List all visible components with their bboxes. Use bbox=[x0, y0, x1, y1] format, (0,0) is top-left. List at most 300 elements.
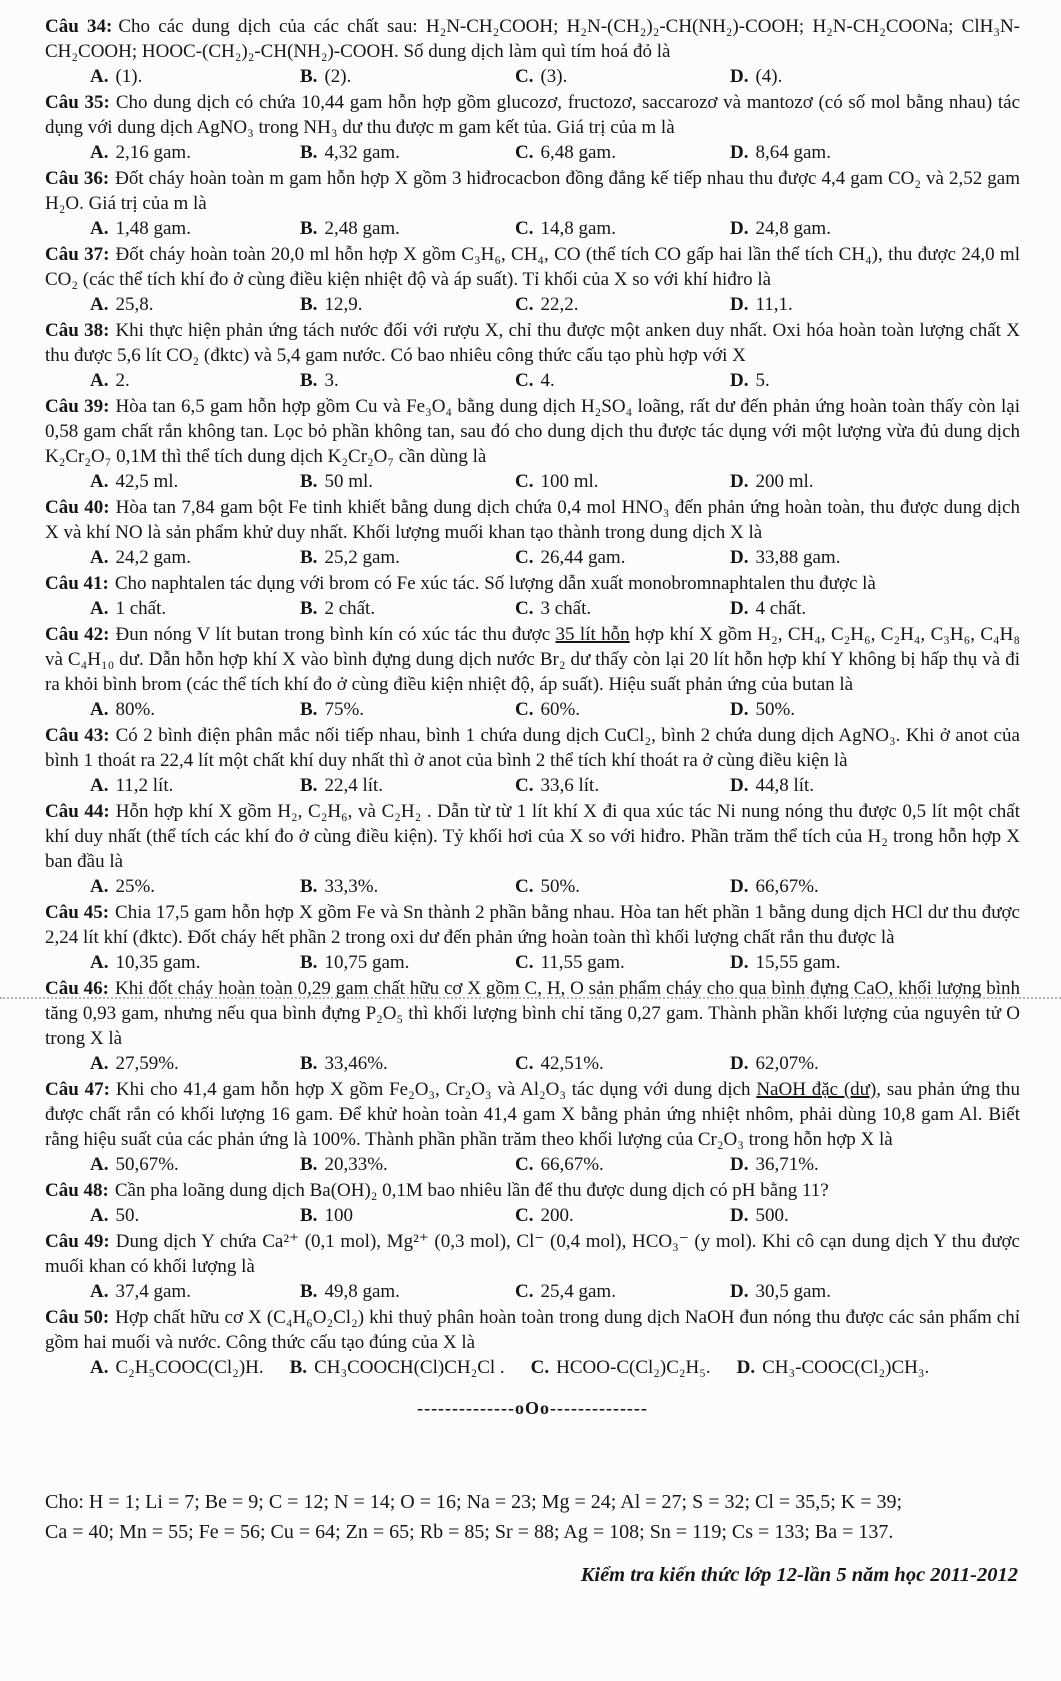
option-text: 30,5 gam. bbox=[755, 1281, 831, 1302]
option-text: CH₃COOCH(Cl)CH₂Cl . bbox=[314, 1357, 505, 1378]
question-text: , sau phản ứng thu được chất rắn có khối lượng 16 gam. Để khử hoàn toàn 41,4 gam X bằng phản ứng nhiệt nhôm, phải dùng 10,8 gam Al. Biết rằng hiệu suất của các phản ứng là 100%. Thành phần phần trăm theo khối lượng của Cr₂O₃ trong hỗn hợp X là bbox=[45, 1079, 1020, 1150]
question-text: Hòa tan 7,84 gam bột Fe tinh khiết bằng dung dịch chứa 0,4 mol HNO₃ đến phản ứng hoàn toàn, thu được dung dịch X và khí NO là sản phẩm khử duy nhất. Khối lượng muối khan tạo thành trong dung dịch X là bbox=[45, 497, 1020, 543]
option-text: 22,4 lít. bbox=[324, 775, 384, 796]
option-letter: A. bbox=[90, 218, 109, 239]
option-letter: A. bbox=[90, 952, 109, 973]
option-text: 42,51%. bbox=[540, 1053, 604, 1074]
question-38 bbox=[45, 318, 1020, 393]
option-letter: A. bbox=[90, 1205, 109, 1226]
option-letter: C. bbox=[515, 294, 534, 315]
option-letter: B. bbox=[300, 66, 318, 87]
option-letter: C. bbox=[515, 775, 534, 796]
question-46 bbox=[45, 976, 1020, 1076]
option-text: 25,2 gam. bbox=[324, 547, 400, 568]
option-text: 25,8. bbox=[115, 294, 154, 315]
option-letter: B. bbox=[300, 218, 318, 239]
option-c bbox=[515, 950, 730, 975]
question-paragraph bbox=[45, 495, 1020, 545]
option-d bbox=[730, 950, 1020, 975]
question-text: Cho dung dịch có chứa 10,44 gam hỗn hợp gồm glucozơ, fructozơ, saccarozơ và mantozơ (có số mol bằng nhau) tác dụng với dung dịch AgNO₃ trong NH₃ dư thu được m gam kết tủa. Giá trị của m là bbox=[45, 92, 1020, 138]
atomic-masses-block bbox=[45, 1487, 1020, 1547]
option-c bbox=[515, 1152, 730, 1177]
option-c bbox=[515, 697, 730, 722]
option-text: 4,32 gam. bbox=[324, 142, 400, 163]
option-letter: D. bbox=[730, 1205, 749, 1226]
option-letter: A. bbox=[90, 1053, 109, 1074]
options-row bbox=[45, 368, 1020, 393]
options-row bbox=[45, 1279, 1020, 1304]
question-text: Hòa tan 6,5 gam hỗn hợp gồm Cu và Fe₃O₄ bằng dung dịch H₂SO₄ loãng, rất dư đến phản ứng hoàn toàn thấy còn lại 0,58 gam chất rắn không tan. Lọc bỏ phần không tan, sau đó cho dung dịch thu được tác dụng với một lượng vừa đủ dung dịch K₂Cr₂O₇ 0,1M thì thể tích dung dịch K₂Cr₂O₇ cần dùng là bbox=[45, 396, 1020, 467]
option-letter: B. bbox=[300, 142, 318, 163]
option-letter: B. bbox=[300, 294, 318, 315]
option-text: 2 chất. bbox=[324, 598, 376, 619]
option-a bbox=[90, 596, 300, 621]
option-text: (2). bbox=[324, 66, 352, 87]
question-39 bbox=[45, 394, 1020, 494]
option-text: 2,16 gam. bbox=[115, 142, 191, 163]
option-letter: A. bbox=[90, 294, 109, 315]
question-label: Câu 41: bbox=[45, 573, 109, 594]
option-d bbox=[730, 1203, 1020, 1228]
option-b bbox=[300, 545, 515, 570]
question-text: Đốt cháy hoàn toàn 20,0 ml hỗn hợp X gồm C₃H₆, CH₄, CO (thể tích CO gấp hai lần thể tích CH₄), thu được 24,0 ml CO₂ (các thể tích khí đo ở cùng điều kiện nhiệt độ và áp suất). Tỉ khối của X so với khí hiđro là bbox=[45, 244, 1020, 290]
question-label: Câu 37: bbox=[45, 244, 110, 265]
option-c bbox=[515, 773, 730, 798]
question-label: Câu 47: bbox=[45, 1079, 110, 1100]
question-36 bbox=[45, 166, 1020, 241]
option-text: 33,88 gam. bbox=[755, 547, 841, 568]
option-letter: D. bbox=[730, 294, 749, 315]
option-text: 14,8 gam. bbox=[540, 218, 616, 239]
question-label: Câu 42: bbox=[45, 624, 110, 645]
option-text: 50%. bbox=[540, 876, 581, 897]
option-letter: D. bbox=[730, 1281, 749, 1302]
option-text: 1 chất. bbox=[115, 598, 167, 619]
option-letter: B. bbox=[289, 1357, 308, 1378]
question-42 bbox=[45, 622, 1020, 722]
question-text: Cần pha loãng dung dịch Ba(OH)₂ 0,1M bao nhiêu lần để thu được dung dịch có pH bằng 11? bbox=[114, 1180, 829, 1201]
option-b bbox=[300, 64, 515, 89]
question-text-underlined: 35 lít hỗn bbox=[555, 624, 630, 645]
option-b bbox=[300, 697, 515, 722]
option-text: 15,55 gam. bbox=[755, 952, 841, 973]
option-letter: D. bbox=[736, 1357, 756, 1378]
options-row bbox=[45, 596, 1020, 621]
question-list bbox=[45, 14, 1020, 1380]
option-c bbox=[515, 1279, 730, 1304]
option-letter: A. bbox=[90, 66, 109, 87]
option-text: 6,48 gam. bbox=[540, 142, 616, 163]
question-paragraph bbox=[45, 1178, 1020, 1203]
option-text: C₂H₅COOC(Cl₂)H. bbox=[115, 1357, 264, 1378]
question-label: Câu 35: bbox=[45, 92, 110, 113]
option-text: 200 ml. bbox=[755, 471, 814, 492]
options-row bbox=[45, 216, 1020, 241]
option-letter: A. bbox=[90, 142, 109, 163]
question-text: hợp khí X gồm H₂, CH₄, C₂H₆, C₂H₄, C₃H₆, C₄H₈ và C₄H₁₀ dư. Dẫn hỗn hợp khí X vào bình đựng dung dịch nước Br₂ dư thấy còn lại 20 lít hỗn hợp khí Y không bị hấp thụ và đi ra khỏi bình brom (các thể tích khí đo ở cùng điều kiện nhiệt độ, áp suất). Hiệu suất phản ứng của butan là bbox=[45, 624, 1020, 695]
option-text: 62,07%. bbox=[755, 1053, 819, 1074]
option-b bbox=[300, 773, 515, 798]
question-label: Câu 49: bbox=[45, 1231, 110, 1252]
question-paragraph bbox=[45, 318, 1020, 368]
option-text: 36,71%. bbox=[755, 1154, 819, 1175]
option-letter: D. bbox=[730, 1154, 749, 1175]
option-c bbox=[515, 596, 730, 621]
option-letter: D. bbox=[730, 876, 749, 897]
option-text: (3). bbox=[540, 66, 568, 87]
option-text: 66,67%. bbox=[755, 876, 819, 897]
option-c bbox=[515, 469, 730, 494]
question-text: Hỗn hợp khí X gồm H₂, C₂H₆, và C₂H₂ . Dẫn từ từ 1 lít khí X đi qua xúc tác Ni nung nóng thu được 0,5 lít một chất khí duy nhất (thể tích các khí đo ở cùng điều kiện). Tỷ khối hơi của X so với hiđro. Phần trăm thể tích của H₂ trong hỗn hợp X ban đầu là bbox=[45, 801, 1021, 872]
question-paragraph bbox=[45, 723, 1020, 773]
question-41 bbox=[45, 571, 1020, 621]
option-c bbox=[515, 368, 730, 393]
option-letter: B. bbox=[300, 598, 318, 619]
question-text: Đốt cháy hoàn toàn m gam hỗn hợp X gồm 3 hiđrocacbon đồng đẳng kế tiếp nhau thu được 4,4 gam CO₂ và 2,52 gam H₂O. Giá trị của m là bbox=[45, 168, 1020, 214]
option-a bbox=[90, 1152, 300, 1177]
option-text: 11,55 gam. bbox=[540, 952, 625, 973]
option-letter: A. bbox=[90, 876, 109, 897]
option-letter: A. bbox=[90, 471, 109, 492]
option-text: 44,8 lít. bbox=[755, 775, 815, 796]
question-label: Câu 43: bbox=[45, 725, 110, 746]
option-c bbox=[515, 1203, 730, 1228]
option-a bbox=[90, 140, 300, 165]
option-text: 11,2 lít. bbox=[115, 775, 174, 796]
option-letter: A. bbox=[90, 547, 109, 568]
question-37 bbox=[45, 242, 1020, 317]
option-d bbox=[730, 1051, 1020, 1076]
option-text: 24,2 gam. bbox=[115, 547, 191, 568]
option-text: 100 bbox=[324, 1205, 353, 1226]
option-text: 25%. bbox=[115, 876, 156, 897]
option-letter: C. bbox=[515, 1281, 534, 1302]
option-text: 4. bbox=[540, 370, 555, 391]
question-40 bbox=[45, 495, 1020, 570]
option-letter: A. bbox=[90, 1281, 109, 1302]
option-a bbox=[90, 1203, 300, 1228]
option-letter: B. bbox=[300, 1154, 318, 1175]
option-text: 3 chất. bbox=[540, 598, 592, 619]
option-letter: C. bbox=[515, 1205, 534, 1226]
options-row bbox=[45, 874, 1020, 899]
option-letter: C. bbox=[515, 699, 534, 720]
option-d bbox=[730, 1152, 1020, 1177]
option-letter: D. bbox=[730, 699, 749, 720]
option-text: 100 ml. bbox=[540, 471, 599, 492]
option-d bbox=[730, 469, 1020, 494]
question-45 bbox=[45, 900, 1020, 975]
exam-footer-title: Kiểm tra kiến thức lớp 12-lần 5 năm học 2011-2012 bbox=[580, 1564, 1018, 1586]
option-letter: B. bbox=[300, 1281, 318, 1302]
option-text: 49,8 gam. bbox=[324, 1281, 400, 1302]
question-paragraph bbox=[45, 1077, 1020, 1152]
option-text: 27,59%. bbox=[115, 1053, 179, 1074]
options-row bbox=[45, 950, 1020, 975]
option-letter: D. bbox=[730, 66, 749, 87]
option-letter: C. bbox=[515, 547, 534, 568]
option-text: 50,67%. bbox=[115, 1154, 179, 1175]
option-c bbox=[515, 545, 730, 570]
question-label: Câu 39: bbox=[45, 396, 110, 417]
option-b bbox=[300, 216, 515, 241]
option-d bbox=[730, 1279, 1020, 1304]
option-text: 50 ml. bbox=[324, 471, 373, 492]
question-paragraph bbox=[45, 242, 1020, 292]
option-letter: B. bbox=[300, 471, 318, 492]
question-label: Câu 44: bbox=[45, 801, 110, 822]
option-d bbox=[730, 874, 1020, 899]
option-text: 12,9. bbox=[324, 294, 363, 315]
question-paragraph bbox=[45, 571, 1020, 596]
option-d bbox=[730, 773, 1020, 798]
option-letter: A. bbox=[90, 699, 109, 720]
option-text: 50. bbox=[115, 1205, 140, 1226]
atomic-masses-line2: Ca = 40; Mn = 55; Fe = 56; Cu = 64; Zn = 65; Rb = 85; Sr = 88; Ag = 108; Sn = 119; Cs = 133; Ba = 137. bbox=[45, 1521, 894, 1543]
option-text: (4). bbox=[755, 66, 783, 87]
question-paragraph bbox=[45, 622, 1020, 697]
option-letter: C. bbox=[515, 471, 534, 492]
question-47 bbox=[45, 1077, 1020, 1177]
option-a bbox=[90, 697, 300, 722]
option-a bbox=[90, 64, 300, 89]
question-paragraph bbox=[45, 394, 1020, 469]
option-letter: A. bbox=[90, 598, 109, 619]
option-a bbox=[90, 292, 300, 317]
question-paragraph bbox=[45, 900, 1020, 950]
option-text: 22,2. bbox=[540, 294, 579, 315]
question-text: Cho các dung dịch của các chất sau: H₂N-CH₂COOH; H₂N-(CH₂)₂-CH(NH₂)-COOH; H₂N-CH₂COONa; ClH₃N-CH₂COOH; HOOC-(CH₂)₂-CH(NH₂)-COOH. Số dung dịch làm quì tím hoá đỏ là bbox=[45, 16, 1020, 62]
scan-artifact-line bbox=[0, 997, 1061, 999]
question-label: Câu 46: bbox=[45, 978, 109, 999]
option-a bbox=[90, 773, 300, 798]
question-paragraph bbox=[45, 166, 1020, 216]
option-d bbox=[730, 216, 1020, 241]
question-paragraph bbox=[45, 976, 1020, 1051]
option-c bbox=[515, 874, 730, 899]
option-d bbox=[730, 140, 1020, 165]
option-text: 3. bbox=[324, 370, 339, 391]
question-label: Câu 48: bbox=[45, 1180, 109, 1201]
option-letter: D. bbox=[730, 775, 749, 796]
option-d bbox=[730, 64, 1020, 89]
option-text: 33,3%. bbox=[324, 876, 379, 897]
option-d bbox=[730, 596, 1020, 621]
option-a bbox=[90, 469, 300, 494]
option-b bbox=[300, 596, 515, 621]
option-text: 2,48 gam. bbox=[324, 218, 400, 239]
option-d bbox=[730, 697, 1020, 722]
option-a bbox=[90, 368, 300, 393]
option-text: 4 chất. bbox=[755, 598, 807, 619]
option-text: 5. bbox=[755, 370, 770, 391]
question-paragraph bbox=[45, 1229, 1020, 1279]
option-c bbox=[531, 1355, 711, 1380]
options-row bbox=[45, 1203, 1020, 1228]
option-text: 33,46%. bbox=[324, 1053, 388, 1074]
question-34 bbox=[45, 14, 1020, 89]
option-letter: D. bbox=[730, 471, 749, 492]
option-text: 75%. bbox=[324, 699, 365, 720]
option-a bbox=[90, 874, 300, 899]
question-text: Khi thực hiện phản ứng tách nước đối với rượu X, chỉ thu được một anken duy nhất. Oxi hóa hoàn toàn lượng chất X thu được 5,6 lít CO₂ (đktc) và 5,4 gam nước. Có bao nhiêu công thức cấu tạo phù hợp với X bbox=[45, 320, 1020, 366]
options-row bbox=[45, 64, 1020, 89]
question-43 bbox=[45, 723, 1020, 798]
question-text: Dung dịch Y chứa Ca²⁺ (0,1 mol), Mg²⁺ (0,3 mol), Cl⁻ (0,4 mol), HCO₃⁻ (y mol). Khi cô cạn dung dịch Y thu được muối khan có khối lượng là bbox=[45, 1231, 1020, 1277]
option-letter: C. bbox=[530, 1357, 550, 1378]
option-letter: B. bbox=[300, 547, 318, 568]
option-text: 66,67%. bbox=[540, 1154, 604, 1175]
option-letter: D. bbox=[730, 952, 749, 973]
option-text: 26,44 gam. bbox=[540, 547, 626, 568]
option-b bbox=[300, 469, 515, 494]
question-50 bbox=[45, 1305, 1020, 1380]
option-a bbox=[90, 1051, 300, 1076]
atomic-masses-line1: Cho: H = 1; Li = 7; Be = 9; C = 12; N = 14; O = 16; Na = 23; Mg = 24; Al = 27; S = 32; Cl = 35,5; K = 39; bbox=[45, 1491, 903, 1513]
option-d bbox=[737, 1355, 930, 1380]
option-letter: C. bbox=[515, 876, 534, 897]
option-b bbox=[300, 292, 515, 317]
option-text: 8,64 gam. bbox=[755, 142, 831, 163]
option-text: 20,33%. bbox=[324, 1154, 388, 1175]
option-letter: A. bbox=[90, 1357, 109, 1378]
option-text: HCOO-C(Cl₂)C₂H₅. bbox=[556, 1357, 711, 1378]
question-text-underlined: NaOH đặc (dư) bbox=[756, 1079, 877, 1100]
option-letter: B. bbox=[300, 952, 318, 973]
question-44 bbox=[45, 799, 1020, 899]
option-text: (1). bbox=[115, 66, 143, 87]
option-d bbox=[730, 368, 1020, 393]
option-b bbox=[300, 874, 515, 899]
option-letter: C. bbox=[515, 66, 534, 87]
question-text: Khi cho 41,4 gam hỗn hợp X gồm Fe₂O₃, Cr₂O₃ và Al₂O₃ tác dụng với dung dịch bbox=[115, 1079, 757, 1100]
option-b bbox=[300, 1152, 515, 1177]
question-text: Đun nóng V lít butan trong bình kín có xúc tác thu được bbox=[115, 624, 556, 645]
option-c bbox=[515, 216, 730, 241]
option-b bbox=[300, 368, 515, 393]
options-row bbox=[45, 140, 1020, 165]
option-c bbox=[515, 1051, 730, 1076]
option-d bbox=[730, 292, 1020, 317]
question-text: Hợp chất hữu cơ X (C₄H₆O₂Cl₂) khi thuỷ phân hoàn toàn trong dung dịch NaOH đun nóng thu được các sản phẩm chỉ gồm hai muối và nước. Công thức cấu tạo đúng của X là bbox=[45, 1307, 1020, 1353]
option-letter: D. bbox=[730, 218, 749, 239]
option-letter: B. bbox=[300, 699, 318, 720]
option-b bbox=[290, 1355, 505, 1380]
option-letter: A. bbox=[90, 775, 109, 796]
option-a bbox=[90, 216, 300, 241]
option-text: 11,1. bbox=[755, 294, 793, 315]
option-text: CH₃-COOC(Cl₂)CH₃. bbox=[762, 1357, 930, 1378]
question-paragraph bbox=[45, 90, 1020, 140]
question-label: Câu 36: bbox=[45, 168, 110, 189]
option-letter: D. bbox=[730, 142, 749, 163]
option-text: 50%. bbox=[755, 699, 796, 720]
option-letter: D. bbox=[730, 598, 749, 619]
options-row bbox=[45, 773, 1020, 798]
options-row bbox=[45, 1355, 1020, 1380]
options-row bbox=[45, 697, 1020, 722]
question-label: Câu 40: bbox=[45, 497, 110, 518]
option-letter: D. bbox=[730, 370, 749, 391]
option-a bbox=[90, 545, 300, 570]
option-letter: B. bbox=[300, 370, 318, 391]
option-c bbox=[515, 292, 730, 317]
question-text: Khi đốt cháy hoàn toàn 0,29 gam chất hữu cơ X gồm C, H, O sản phẩm cháy cho qua bình đựng CaO, khối lượng bình tăng 0,93 gam, nhưng nếu qua bình đựng P₂O₅ thì khối lượng bình chỉ tăng 0,27 gam. Thành phần khối lượng của nguyên tử O trong X là bbox=[45, 978, 1020, 1049]
option-text: 2. bbox=[115, 370, 130, 391]
option-text: 33,6 lít. bbox=[540, 775, 600, 796]
question-label: Câu 34: bbox=[45, 16, 113, 37]
question-label: Câu 38: bbox=[45, 320, 110, 341]
options-row bbox=[45, 292, 1020, 317]
question-text: Chia 17,5 gam hỗn hợp X gồm Fe và Sn thành 2 phần bằng nhau. Hòa tan hết phần 1 bằng dung dịch HCl dư thu được 2,24 lít khí (đktc). Đốt cháy hết phần 2 trong oxi dư đến phản ứng hoàn toàn thì khối lượng chất rắn thu được là bbox=[45, 902, 1020, 948]
question-paragraph bbox=[45, 799, 1020, 874]
question-48 bbox=[45, 1178, 1020, 1228]
option-letter: D. bbox=[730, 547, 749, 568]
option-b bbox=[300, 950, 515, 975]
option-text: 1,48 gam. bbox=[115, 218, 191, 239]
question-text: Cho naphtalen tác dụng với brom có Fe xúc tác. Số lượng dẫn xuất monobromnaphtalen thu được là bbox=[114, 573, 876, 594]
options-row bbox=[45, 1152, 1020, 1177]
option-text: 10,75 gam. bbox=[324, 952, 410, 973]
option-a bbox=[90, 950, 300, 975]
option-letter: A. bbox=[90, 1154, 109, 1175]
option-text: 60%. bbox=[540, 699, 581, 720]
option-b bbox=[300, 1279, 515, 1304]
option-letter: C. bbox=[515, 218, 534, 239]
option-letter: B. bbox=[300, 1053, 318, 1074]
options-row bbox=[45, 545, 1020, 570]
option-letter: C. bbox=[515, 598, 534, 619]
option-b bbox=[300, 140, 515, 165]
option-letter: C. bbox=[515, 952, 534, 973]
option-c bbox=[515, 140, 730, 165]
option-c bbox=[515, 64, 730, 89]
question-35 bbox=[45, 90, 1020, 165]
option-letter: A. bbox=[90, 370, 109, 391]
option-a bbox=[90, 1279, 300, 1304]
option-text: 37,4 gam. bbox=[115, 1281, 191, 1302]
option-letter: D. bbox=[730, 1053, 749, 1074]
option-letter: C. bbox=[515, 1053, 534, 1074]
option-letter: B. bbox=[300, 876, 318, 897]
option-b bbox=[300, 1051, 515, 1076]
option-text: 42,5 ml. bbox=[115, 471, 179, 492]
question-paragraph bbox=[45, 1305, 1020, 1355]
section-separator: --------------oOo-------------- bbox=[417, 1398, 648, 1418]
option-letter: C. bbox=[515, 1154, 534, 1175]
options-row bbox=[45, 469, 1020, 494]
option-b bbox=[300, 1203, 515, 1228]
option-letter: C. bbox=[515, 370, 534, 391]
option-letter: B. bbox=[300, 1205, 318, 1226]
question-text: Có 2 bình điện phân mắc nối tiếp nhau, bình 1 chứa dung dịch CuCl₂, bình 2 chứa dung dịch AgNO₃. Khi ở anot của bình 1 thoát ra 22,4 lít một chất khí duy nhất thì ở anot của bình 2 thể tích khí thoát ra ở cùng điều kiện là bbox=[45, 725, 1020, 771]
option-a bbox=[90, 1355, 264, 1380]
option-text: 500. bbox=[755, 1205, 789, 1226]
question-label: Câu 45: bbox=[45, 902, 110, 923]
option-d bbox=[730, 545, 1020, 570]
option-text: 80%. bbox=[115, 699, 156, 720]
option-text: 25,4 gam. bbox=[540, 1281, 616, 1302]
question-label: Câu 50: bbox=[45, 1307, 110, 1328]
question-49 bbox=[45, 1229, 1020, 1304]
option-letter: B. bbox=[300, 775, 318, 796]
option-text: 24,8 gam. bbox=[755, 218, 831, 239]
option-text: 200. bbox=[540, 1205, 574, 1226]
options-row bbox=[45, 1051, 1020, 1076]
option-text: 10,35 gam. bbox=[115, 952, 201, 973]
option-letter: C. bbox=[515, 142, 534, 163]
question-paragraph bbox=[45, 14, 1020, 64]
